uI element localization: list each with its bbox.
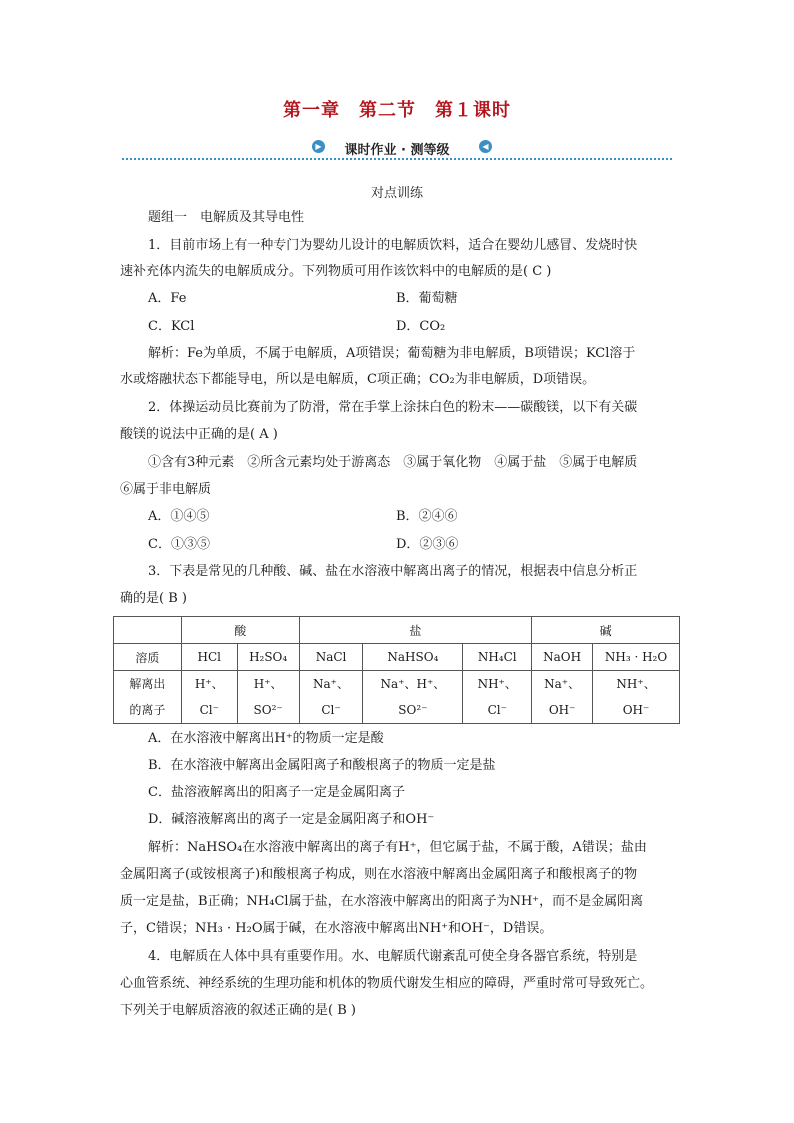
solute-cell: HCl (181, 644, 237, 671)
q3-explanation-line3: 质一定是盐，B正确；NH₄Cl属于盐，在水溶液中解离出的阳离子为NH⁺，而不是金属阳离 (120, 894, 644, 909)
solute-cell: NH₃ · H₂O (593, 644, 680, 671)
dotted-divider (122, 158, 672, 160)
row-label-solute: 溶质 (114, 644, 182, 671)
ions-cell-bottom: SO²⁻ (398, 703, 428, 717)
solute-cell: NH₄Cl (463, 644, 532, 671)
solute-cell: NaCl (299, 644, 363, 671)
row-label-ions-line1: 解离出 (129, 677, 166, 691)
q1-option-c: C．KCl (148, 319, 195, 334)
group-header-salt: 盐 (299, 617, 532, 644)
q2-option-c: C．①③⑤ (148, 537, 210, 552)
group-header-base: 碱 (532, 617, 680, 644)
row-label-ions-line2: 的离子 (129, 703, 166, 717)
q4-stem-line3: 下列关于电解质溶液的叙述正确的是( B ) (120, 1003, 356, 1018)
play-left-icon: ◀ (479, 140, 492, 153)
ions-cell (593, 671, 680, 724)
row-label-ions (114, 671, 182, 724)
ions-cell-bottom: Cl⁻ (321, 703, 341, 717)
section-heading: 对点训练 (370, 186, 423, 201)
ions-cell-bottom: Cl⁻ (199, 703, 219, 717)
ions-cell-bottom: SO²⁻ (253, 703, 283, 717)
q2-option-b: B．②④⑥ (396, 509, 458, 524)
table-ions-row (114, 671, 680, 724)
ions-cell-top: NH⁺、 (616, 677, 656, 691)
ions-cell-top: Na⁺、 (313, 677, 350, 691)
q1-stem-line2: 速补充体内流失的电解质成分。下列物质可用作该饮料中的电解质的是( C ) (120, 264, 552, 279)
ions-cell (532, 671, 593, 724)
q2-option-a: A．①④⑤ (148, 509, 210, 524)
q1-option-d: D．CO₂ (396, 319, 446, 334)
table-corner-cell (114, 617, 182, 644)
ion-table (113, 616, 680, 724)
solute-cell: NaOH (532, 644, 593, 671)
ions-cell (299, 671, 363, 724)
q2-stem-line2: 酸镁的说法中正确的是( A ) (120, 427, 278, 442)
ions-cell-top: H⁺、 (194, 677, 224, 691)
ions-cell (363, 671, 463, 724)
banner-label: 课时作业 · 测等级 (344, 143, 450, 158)
group-heading: 题组一 电解质及其导电性 (148, 210, 305, 225)
ions-cell-top: NH⁺、 (477, 677, 517, 691)
q1-stem-line1: 1．目前市场上有一种专门为婴幼儿设计的电解质饮料，适合在婴幼儿感冒、发烧时快 (148, 238, 638, 253)
solute-cell: NaHSO₄ (363, 644, 463, 671)
q2-option-d: D．②③⑥ (396, 537, 459, 552)
play-right-icon: ▶ (312, 140, 325, 153)
q3-explanation-line4: 子，C错误；NH₃ · H₂O属于碱，在水溶液中解离出NH⁺和OH⁻，D错误。 (120, 921, 553, 936)
ions-cell-top: Na⁺、H⁺、 (380, 677, 446, 691)
section-banner (122, 138, 672, 162)
table-header-row (114, 617, 680, 644)
group-header-acid: 酸 (181, 617, 299, 644)
q1-explanation-line2: 水或熔融状态下都能导电，所以是电解质，C项正确；CO₂为非电解质，D项错误。 (120, 372, 596, 387)
solute-cell: H₂SO₄ (237, 644, 299, 671)
q3-option-c: C．盐溶液解离出的阳离子一定是金属阳离子 (148, 785, 405, 800)
ions-cell-bottom: OH⁻ (622, 703, 650, 717)
q4-stem-line2: 心血管系统、神经系统的生理功能和机体的物质代谢发生相应的障碍，严重时常可导致死亡。 (120, 976, 654, 991)
q3-explanation-line2: 金属阳离子(或铵根离子)和酸根离子构成，则在水溶液中解离出金属阳离子和酸根离子的物 (120, 867, 638, 882)
q3-option-b: B．在水溶液中解离出金属阳离子和酸根离子的物质一定是盐 (148, 758, 496, 773)
ions-cell-bottom: OH⁻ (548, 703, 576, 717)
ions-cell (181, 671, 237, 724)
page-title: 第一章 第二节 第１课时 (283, 100, 511, 121)
q1-option-a: A．Fe (148, 291, 187, 306)
q3-option-a: A．在水溶液中解离出H⁺的物质一定是酸 (148, 731, 384, 746)
ions-cell (237, 671, 299, 724)
q3-stem-line2: 确的是( B ) (120, 591, 187, 606)
q2-items-line1: ①含有3种元素 ②所含元素均处于游离态 ③属于氧化物 ④属于盐 ⑤属于电解质 (148, 455, 638, 470)
q3-option-d: D．碱溶液解离出的离子一定是金属阳离子和OH⁻ (148, 812, 435, 827)
ions-cell-bottom: Cl⁻ (487, 703, 507, 717)
q2-stem-line1: 2．体操运动员比赛前为了防滑，常在手掌上涂抹白色的粉末——碳酸镁，以下有关碳 (148, 400, 638, 415)
q4-stem-line1: 4．电解质在人体中具有重要作用。水、电解质代谢紊乱可使全身各器官系统，特别是 (148, 949, 638, 964)
q3-stem-line1: 3．下表是常见的几种酸、碱、盐在水溶液中解离出离子的情况，根据表中信息分析正 (148, 564, 638, 579)
q2-items-line2: ⑥属于非电解质 (120, 482, 212, 497)
q1-option-b: B．葡萄糖 (396, 291, 458, 306)
ions-cell (463, 671, 532, 724)
q1-explanation-line1: 解析：Fe为单质，不属于电解质，A项错误；葡萄糖为非电解质，B项错误；KCl溶于 (148, 346, 636, 361)
q3-explanation-line1: 解析：NaHSO₄在水溶液中解离出的离子有H⁺，但它属于盐，不属于酸，A错误；盐由 (148, 840, 647, 855)
ions-cell-top: H⁺、 (253, 677, 283, 691)
ions-cell-top: Na⁺、 (544, 677, 581, 691)
table-solute-row (114, 644, 680, 671)
